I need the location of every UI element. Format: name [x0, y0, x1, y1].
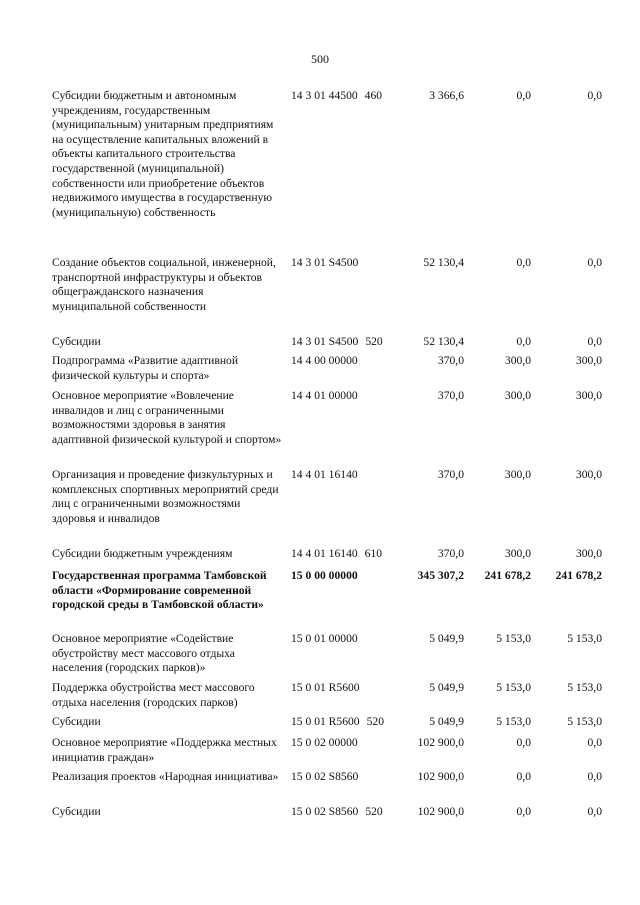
- row-value-2: 300,0: [504, 354, 531, 367]
- row-csr: 14 4 01 16140: [291, 468, 358, 481]
- row-value-3: 5 153,0: [567, 715, 602, 728]
- row-value-1: 102 900,0: [417, 770, 464, 783]
- row-csr: 15 0 02 S8560: [291, 805, 359, 818]
- row-value-1: 52 130,4: [423, 256, 464, 269]
- row-name: Субсидии: [52, 335, 101, 348]
- row-csr: 14 3 01 44500: [291, 89, 358, 102]
- row-value-3: 5 153,0: [567, 632, 602, 645]
- row-value-1: 370,0: [437, 389, 464, 402]
- row-value-2: 0,0: [516, 770, 531, 783]
- row-csr: 15 0 02 S8560: [291, 770, 359, 783]
- row-value-3: 241 678,2: [555, 569, 602, 582]
- row-value-1: 102 900,0: [417, 805, 464, 818]
- row-value-1: 3 366,6: [429, 89, 464, 102]
- row-vr: 610: [364, 547, 383, 560]
- row-name: Организация и проведение физкультурных и комплексных спортивных мероприятий среди лиц с ограниченными возможностями здоровья и инвалидов: [52, 468, 279, 525]
- row-value-1: 5 049,9: [429, 715, 464, 728]
- row-vr: 460: [364, 89, 383, 102]
- row-value-2: 5 153,0: [496, 715, 531, 728]
- row-value-1: 5 049,9: [429, 681, 464, 694]
- row-csr: 14 3 01 S4500: [291, 335, 359, 348]
- row-name: Подпрограмма «Развитие адаптивной физической культуры и спорта»: [52, 354, 239, 382]
- page-number: 500: [311, 52, 329, 66]
- row-csr: 15 0 02 00000: [291, 736, 358, 749]
- row-value-2: 5 153,0: [496, 632, 531, 645]
- row-csr: 14 4 01 00000: [291, 389, 358, 402]
- row-value-2: 0,0: [516, 89, 531, 102]
- row-csr: 15 0 01 00000: [291, 632, 358, 645]
- row-name: Основное мероприятие «Содействие обустройству мест массового отдыха населения (городских парков)»: [52, 632, 235, 675]
- row-csr: 14 3 01 S4500: [291, 256, 359, 269]
- row-csr: 15 0 01 R5600: [291, 681, 360, 694]
- row-value-2: 300,0: [504, 389, 531, 402]
- row-value-3: 0,0: [587, 805, 602, 818]
- row-name: Основное мероприятие «Вовлечение инвалидов и лиц с ограниченными возможностями здоровья в занятия адаптивной физической культурой и спортом»: [52, 389, 282, 446]
- row-value-3: 300,0: [575, 389, 602, 402]
- row-value-3: 300,0: [575, 354, 602, 367]
- row-name: Поддержка обустройства мест массового отдыха населения (городских парков): [52, 681, 255, 709]
- row-csr: 15 0 01 R5600: [291, 715, 360, 728]
- row-value-3: 300,0: [575, 468, 602, 481]
- row-vr: 520: [365, 805, 383, 818]
- row-vr: 520: [366, 715, 384, 728]
- row-name: Субсидии: [52, 805, 101, 818]
- row-value-1: 345 307,2: [417, 569, 464, 582]
- row-value-1: 370,0: [437, 547, 464, 560]
- row-name: Основное мероприятие «Поддержка местных инициатив граждан»: [52, 736, 277, 764]
- row-value-1: 52 130,4: [423, 335, 464, 348]
- row-value-3: 300,0: [575, 547, 602, 560]
- row-value-3: 0,0: [587, 335, 602, 348]
- row-value-3: 0,0: [587, 770, 602, 783]
- row-value-1: 5 049,9: [429, 632, 464, 645]
- row-value-3: 5 153,0: [567, 681, 602, 694]
- row-value-3: 0,0: [587, 256, 602, 269]
- row-value-2: 300,0: [504, 468, 531, 481]
- row-name: Государственная программа Тамбовской области «Формирование современной городской среды в Тамбовской области»: [52, 569, 267, 612]
- row-name: Субсидии бюджетным и автономным учреждениям, государственным (муниципальным) унитарным предприятиям на осуществление капитальных вложений в объекты капитального строительства государственной (муниципальной) собственности или приобретение объектов недвижимого имущества в государственную (муниципальную) собственность: [52, 89, 274, 219]
- row-value-3: 0,0: [587, 89, 602, 102]
- row-name: Реализация проектов «Народная инициатива»: [52, 770, 279, 783]
- row-value-2: 300,0: [504, 547, 531, 560]
- row-value-2: 241 678,2: [484, 569, 531, 582]
- row-value-2: 0,0: [516, 335, 531, 348]
- row-csr: 14 4 01 16140: [291, 547, 358, 560]
- row-csr: 14 4 00 00000: [291, 354, 358, 367]
- row-value-3: 0,0: [587, 736, 602, 749]
- row-value-2: 0,0: [516, 736, 531, 749]
- row-value-2: 5 153,0: [496, 681, 531, 694]
- row-value-1: 370,0: [437, 468, 464, 481]
- row-value-2: 0,0: [516, 256, 531, 269]
- row-name: Субсидии бюджетным учреждениям: [52, 547, 233, 560]
- row-csr: 15 0 00 00000: [291, 569, 358, 582]
- row-value-1: 370,0: [437, 354, 464, 367]
- row-value-2: 0,0: [516, 805, 531, 818]
- row-value-1: 102 900,0: [417, 736, 464, 749]
- row-name: Субсидии: [52, 715, 101, 728]
- row-name: Создание объектов социальной, инженерной, транспортной инфраструктуры и объектов общегражданского назначения муниципальной собственности: [52, 256, 276, 313]
- row-vr: 520: [365, 335, 383, 348]
